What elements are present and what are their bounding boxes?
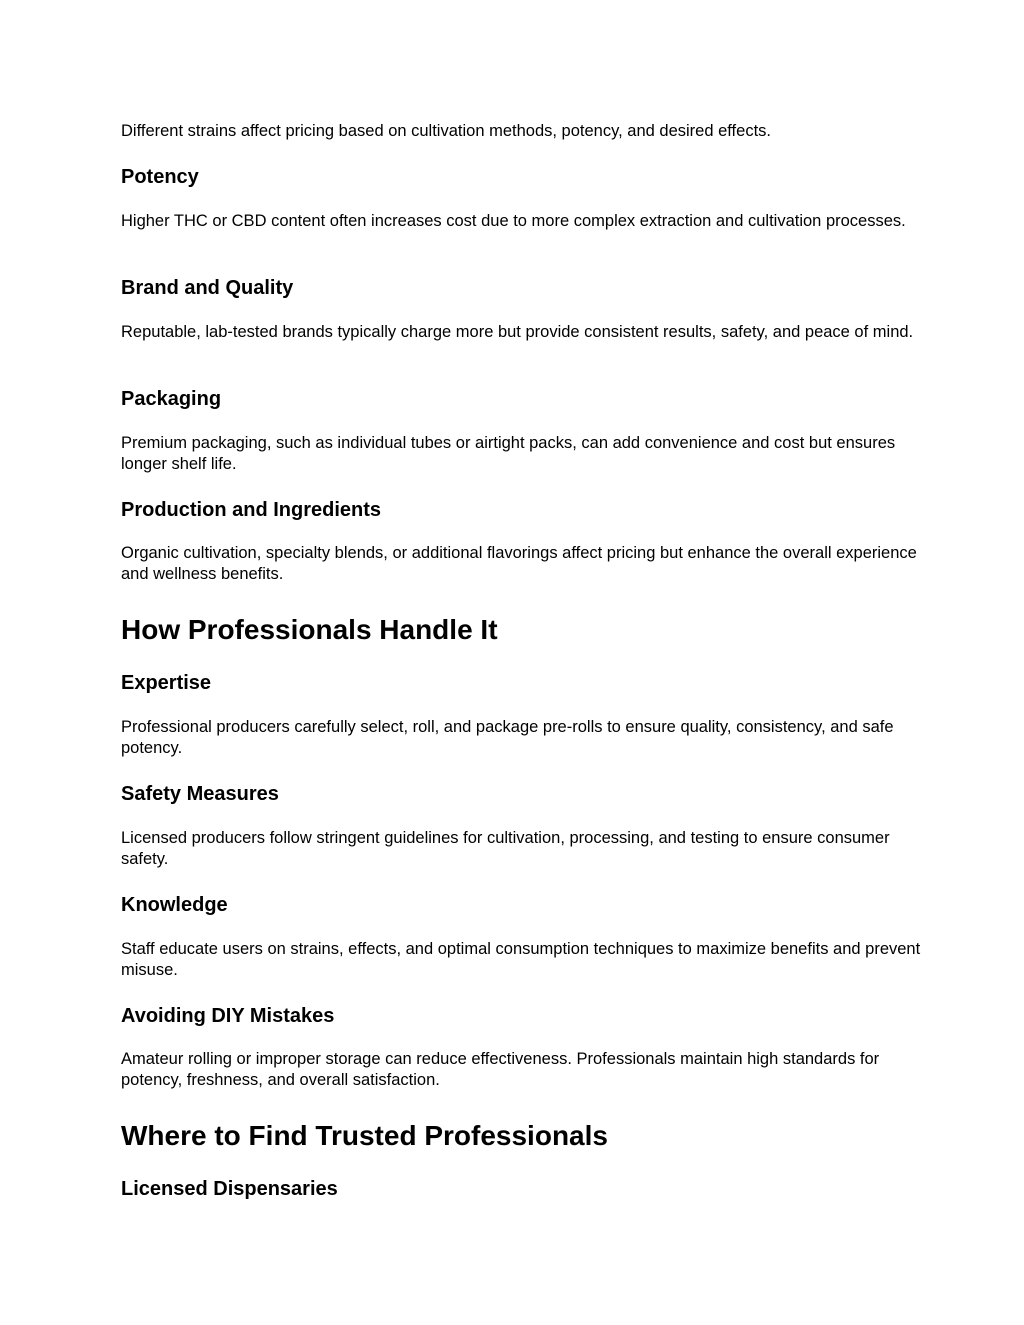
paragraph: Staff educate users on strains, effects, and optimal consumption techniques to maximize benefits and prevent misuse.	[121, 940, 921, 979]
heading-diy: Avoiding DIY Mistakes	[121, 1005, 335, 1027]
paragraph: Licensed producers follow stringent guidelines for cultivation, processing, and testing to ensure consumer safety.	[121, 829, 890, 868]
paragraph: Higher THC or CBD content often increases cost due to more complex extraction and cultivation processes.	[121, 212, 906, 230]
paragraph: Reputable, lab-tested brands typically charge more but provide consistent results, safety, and peace of mind.	[121, 323, 914, 341]
paragraph: Amateur rolling or improper storage can reduce effectiveness. Professionals maintain high standards for potency, freshness, and overall satisfaction.	[121, 1050, 880, 1089]
heading-dispensaries: Licensed Dispensaries	[121, 1178, 338, 1200]
section-heading-professionals: How Professionals Handle It	[121, 614, 498, 645]
heading-potency: Potency	[121, 166, 199, 188]
paragraph: Professional producers carefully select, roll, and package pre-rolls to ensure quality, consistency, and safe potency.	[121, 718, 894, 757]
heading-expertise: Expertise	[121, 672, 212, 694]
heading-knowledge: Knowledge	[121, 894, 228, 916]
paragraph: Premium packaging, such as individual tubes or airtight packs, can add convenience and cost but ensures longer shelf life.	[121, 434, 896, 473]
paragraph: Organic cultivation, specialty blends, or additional flavorings affect pricing but enhance the overall experience and wellness benefits.	[121, 544, 917, 583]
section-heading-find: Where to Find Trusted Professionals	[121, 1120, 608, 1151]
heading-packaging: Packaging	[121, 388, 222, 410]
heading-brand-quality: Brand and Quality	[121, 277, 294, 299]
heading-safety: Safety Measures	[121, 783, 279, 805]
intro-paragraph: Different strains affect pricing based on cultivation methods, potency, and desired effects.	[121, 122, 771, 140]
heading-production: Production and Ingredients	[121, 499, 382, 521]
